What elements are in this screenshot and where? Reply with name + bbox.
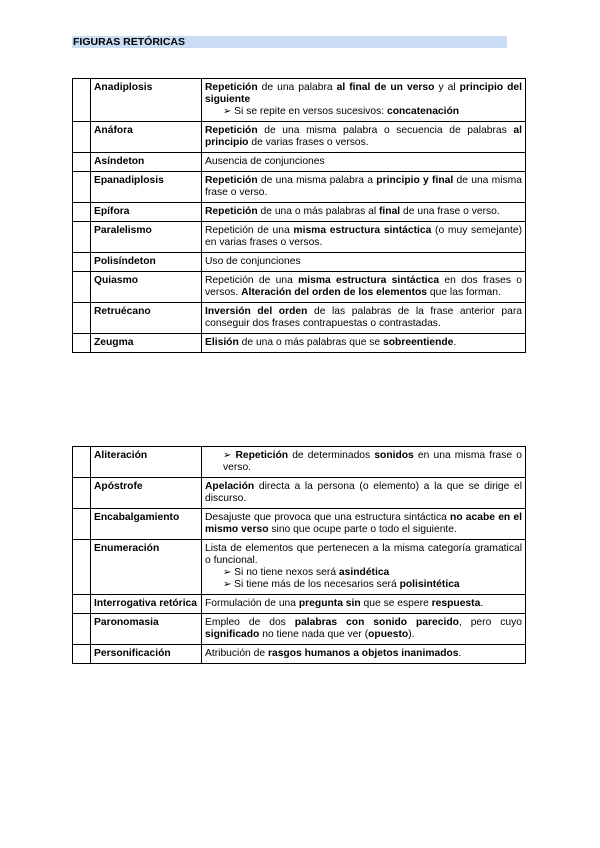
text-run: ). [408,629,415,640]
bold-text: concatenación [386,106,460,117]
figure-term: Apóstrofe [91,478,202,509]
text-run: Uso de conjunciones [205,256,301,267]
figure-definition [202,122,526,153]
bold-text: no acabe en el mismo verso [205,512,522,535]
figure-term: Epanadiplosis [91,172,202,203]
figure-definition [202,645,526,664]
bold-text: Elisión [205,337,239,348]
table-row [73,334,526,353]
figure-term: Anáfora [91,122,202,153]
text-run: que las forman. [427,287,501,298]
table-row [73,447,526,478]
margin-cell [73,645,91,664]
table-row [73,540,526,595]
text-run: Lista de elementos que pertenecen a la misma categoría gramatical o funcional. [205,543,522,566]
definition-text [205,481,522,505]
figure-term: Encabalgamiento [91,509,202,540]
figure-definition [202,540,526,595]
figure-term: Quiasmo [91,272,202,303]
page-title: FIGURAS RETÓRICAS [73,36,186,48]
bold-text: rasgos humanos a objetos inanimados [267,648,459,659]
figure-definition [202,334,526,353]
text-run: que se espere [360,598,432,609]
margin-cell [73,334,91,353]
bold-text: Alteración del orden de los elementos [241,287,428,298]
margin-cell [73,172,91,203]
text-run: . [480,598,484,609]
text-run: directa a la persona (o elemento) a la que se dirige el discurso. [205,481,522,504]
text-run: . [458,648,462,659]
text-run: de una misma palabra a [257,175,377,186]
margin-cell [73,478,91,509]
margin-cell [73,595,91,614]
figures-table-1 [72,78,526,353]
figure-definition [202,478,526,509]
figure-term: Aliteración [91,447,202,478]
text-run: Atribución de [205,648,268,659]
text-run: no tiene nada que ver ( [259,629,369,640]
bold-text: principio y final [376,175,454,186]
bold-text: sobreentiende [383,337,454,348]
text-run: Empleo de dos [205,617,295,628]
figure-definition [202,303,526,334]
figure-definition [202,79,526,122]
text-run: de las palabras de la frase anterior para conseguir dos frases contrapuestas o contrastadas. [205,306,522,329]
definition-text [205,82,522,106]
bold-text: al principio [205,125,522,148]
table-row [73,122,526,153]
bold-text: Apelación [205,481,255,492]
figure-definition [202,203,526,222]
figures-table-2 [72,446,526,664]
table-row [73,79,526,122]
text-run: Si se repite en versos sucesivos: [234,106,387,117]
table-row [73,509,526,540]
figure-definition [202,614,526,645]
bold-text: Repetición [205,125,258,136]
figure-definition [202,272,526,303]
table-row [73,614,526,645]
figure-definition [202,509,526,540]
bullet-item [205,567,522,579]
margin-cell [73,303,91,334]
figure-term: Asíndeton [91,153,202,172]
definition-text [205,256,522,268]
table-row [73,253,526,272]
figure-term: Anadiplosis [91,79,202,122]
text-run: de una o más palabras que se [238,337,384,348]
figure-definition [202,253,526,272]
text-run: Si tiene más de los necesarios será [234,579,400,590]
table-row [73,172,526,203]
text-run: de una misma frase o verso. [205,175,522,198]
bold-text: significado [205,629,260,640]
bullet-item [205,579,522,591]
figure-definition [202,153,526,172]
table-row [73,222,526,253]
definition-text [205,543,522,567]
text-run: de una misma palabra o secuencia de palabras [257,125,514,136]
figure-term: Paronomasia [91,614,202,645]
definition-text [205,617,522,641]
figure-definition [202,222,526,253]
definition-text [205,175,522,199]
bold-text: misma estructura sintáctica [293,225,432,236]
bold-text: Inversión del orden [205,306,308,317]
text-run: Ausencia de conjunciones [205,156,325,167]
definition-text [205,306,522,330]
text-run: de varias frases o versos. [248,137,369,148]
figure-definition [202,595,526,614]
figure-term: Personificación [91,645,202,664]
figure-term: Epífora [91,203,202,222]
text-run: , pero cuyo [458,617,522,628]
margin-cell [73,153,91,172]
figure-definition [202,447,526,478]
table-row [73,478,526,509]
text-run: Si no tiene nexos será [234,567,339,578]
text-run: Formulación de una [205,598,299,609]
figure-term: Enumeración [91,540,202,595]
bold-text: palabras con sonido parecido [294,617,459,628]
bold-text: sonidos [374,450,414,461]
margin-cell [73,122,91,153]
definition-text [205,648,522,660]
figure-term: Zeugma [91,334,202,353]
bold-text: polisintética [399,579,460,590]
text-run: en una misma frase o verso. [223,450,522,473]
figure-term: Polisíndeton [91,253,202,272]
margin-cell [73,540,91,595]
definition-text [205,512,522,536]
figure-term: Interrogativa retórica [91,595,202,614]
table-row [73,645,526,664]
bold-text: final [379,206,401,217]
bold-text: pregunta sin [298,598,361,609]
margin-cell [73,447,91,478]
text-run: en dos frases o versos. [205,275,523,298]
definition-text [205,598,522,610]
bold-text: opuesto [368,629,409,640]
text-run: de una frase o verso. [400,206,500,217]
text-run: Repetición de una [205,225,294,236]
figure-term: Paralelismo [91,222,202,253]
bold-text: principio del siguiente [205,82,522,105]
bold-text: Repetición [235,450,289,461]
definition-text [205,225,522,249]
table-row [73,595,526,614]
margin-cell [73,203,91,222]
bold-text: asindética [338,567,390,578]
margin-cell [73,509,91,540]
text-run: y al [434,82,460,93]
text-run: (o muy semejante) en varias frases o versos. [205,225,522,248]
margin-cell [73,79,91,122]
definition-text [205,275,522,299]
margin-cell [73,253,91,272]
figure-definition [202,172,526,203]
text-run: . [453,337,457,348]
bold-text: respuesta [431,598,481,609]
bold-text: misma estructura sintáctica [298,275,440,286]
definition-text [205,156,522,168]
bold-text: Repetición [205,82,258,93]
definition-text [205,337,522,349]
margin-cell [73,614,91,645]
table-row [73,272,526,303]
text-run: de determinados [288,450,375,461]
table-row [73,153,526,172]
bullet-item [205,106,522,118]
bold-text: Repetición [205,175,258,186]
table-row [73,203,526,222]
bold-text: al final de un verso [336,82,435,93]
definition-text [205,125,522,149]
figure-term: Retruécano [91,303,202,334]
text-run: Repetición de una [205,275,299,286]
bullet-item [205,450,522,474]
text-run: sino que ocupe parte o todo el siguiente. [268,524,457,535]
text-run: de una palabra [257,82,337,93]
definition-text [205,206,522,218]
text-run: de una o más palabras al [257,206,379,217]
bold-text: Repetición [205,206,258,217]
text-run: Desajuste que provoca que una estructura sintáctica [205,512,451,523]
margin-cell [73,222,91,253]
table-row [73,303,526,334]
margin-cell [73,272,91,303]
